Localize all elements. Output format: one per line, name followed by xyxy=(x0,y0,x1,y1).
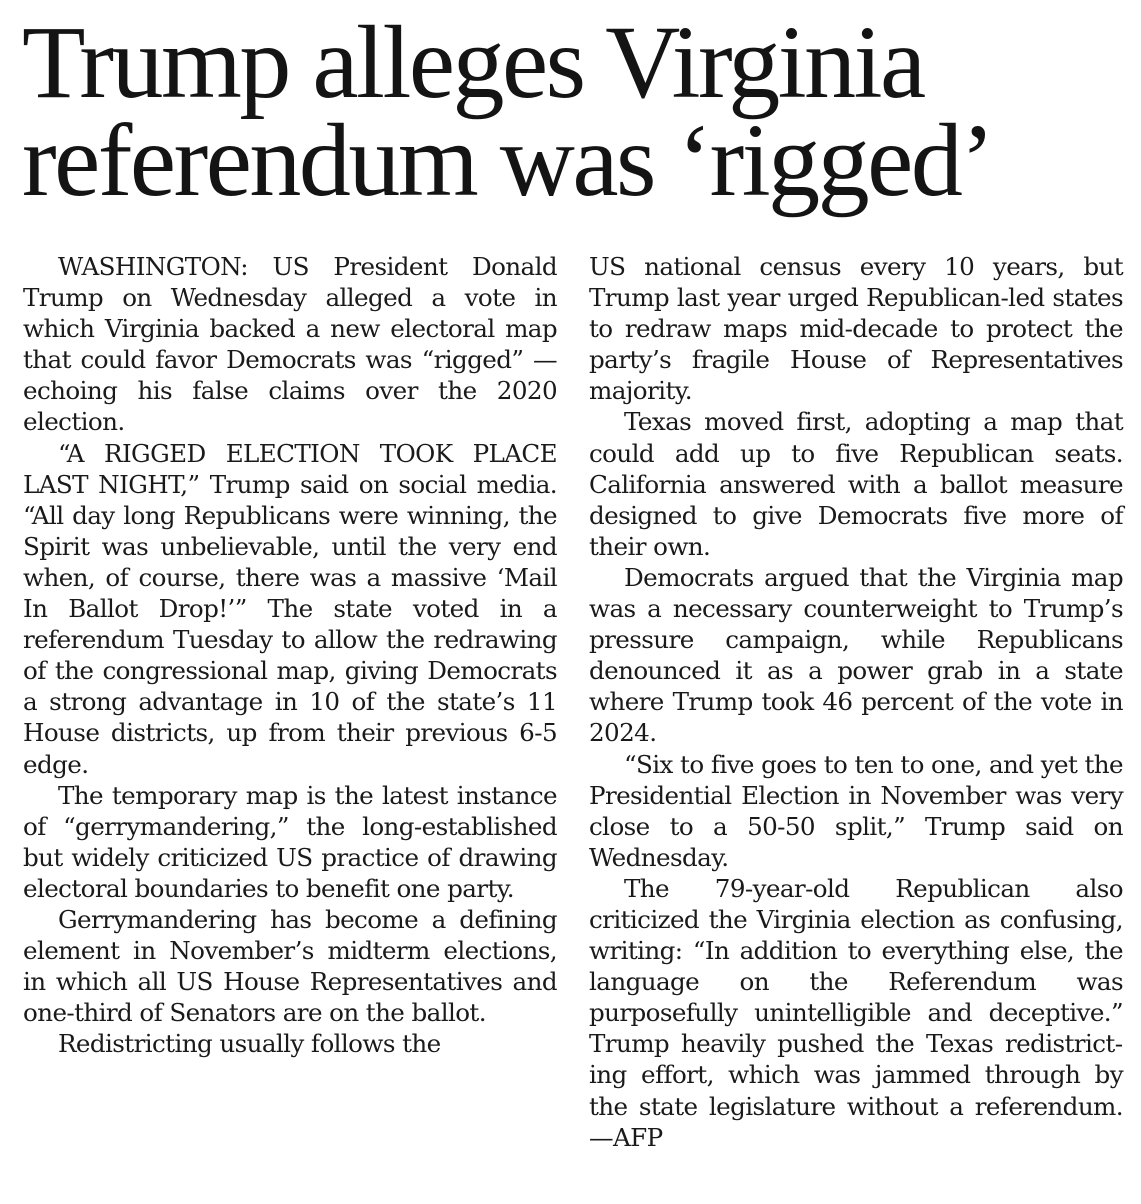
article-paragraph: WASHINGTON: US President Donald Trump on Wednesday alleged a vote in which Virginia backed a new electoral map that could favor Democrats was “rigged” — echoing his false claims over the 2020 election. xyxy=(23,252,557,437)
article-paragraph-continued: US national census every 10 years, but Trump last year urged Republican-led states to redraw maps mid-decade to protect the party’s fragile House of Representatives majority. xyxy=(589,252,1123,406)
article-paragraph: Gerrymandering has become a defining element in November’s midterm elections, in which all US House Representatives and one-third of Senators are on the ballot. xyxy=(23,904,557,1028)
article-paragraph: Redistricting usually follows the xyxy=(58,1029,441,1059)
headline-line-2: referendum was ‘rigged’ xyxy=(22,103,993,218)
article-headline xyxy=(22,5,1127,218)
article-column-right xyxy=(589,251,1123,1153)
article-paragraph: “A RIGGED ELECTION TOOK PLACE LAST NIGHT,” Trump said on social media. “All day long Republicans were winning, the Spirit was unbelievable, until the very end when, of course, there was a massive ‘Mail In Ballot Drop!’” The state voted in a referendum Tuesday to allow the redrawing of the congressional map, giving Democrats a strong advantage in 10 of the state’s 11 House districts, up from their previous 6-5 edge. xyxy=(23,438,557,779)
article-paragraph: The 79-year-old Republican also criticized the Virginia election as confusing, writing: “In addition to everything else, the language on the Referendum was purposefully unintelligible and deceptive.” Trump heavily pushed the Texas redistricting effort, which was jammed through by the state legislature without a referendum.—AFP xyxy=(589,873,1123,1152)
article-paragraph: Democrats argued that the Virginia map was a necessary counterweight to Trump’s pressure campaign, while Republicans denounced it as a power grab in a state where Trump took 46 percent of the vote in 2024. xyxy=(589,562,1123,748)
article-paragraph: Texas moved first, adopting a map that could add up to five Republican seats. California answered with a ballot measure designed to give Democrats five more of their own. xyxy=(589,407,1123,561)
headline-line-1: Trump alleges Virginia xyxy=(22,5,924,120)
article-paragraph: “Six to five goes to ten to one, and yet the Presidential Election in November was very close to a 50-50 split,” Trump said on Wednesday. xyxy=(589,749,1123,872)
article-column-left xyxy=(23,251,557,1059)
article-paragraph: The temporary map is the latest instance of “gerrymandering,” the long-established but widely criticized US practice of drawing electoral boundaries to benefit one party. xyxy=(23,780,557,903)
